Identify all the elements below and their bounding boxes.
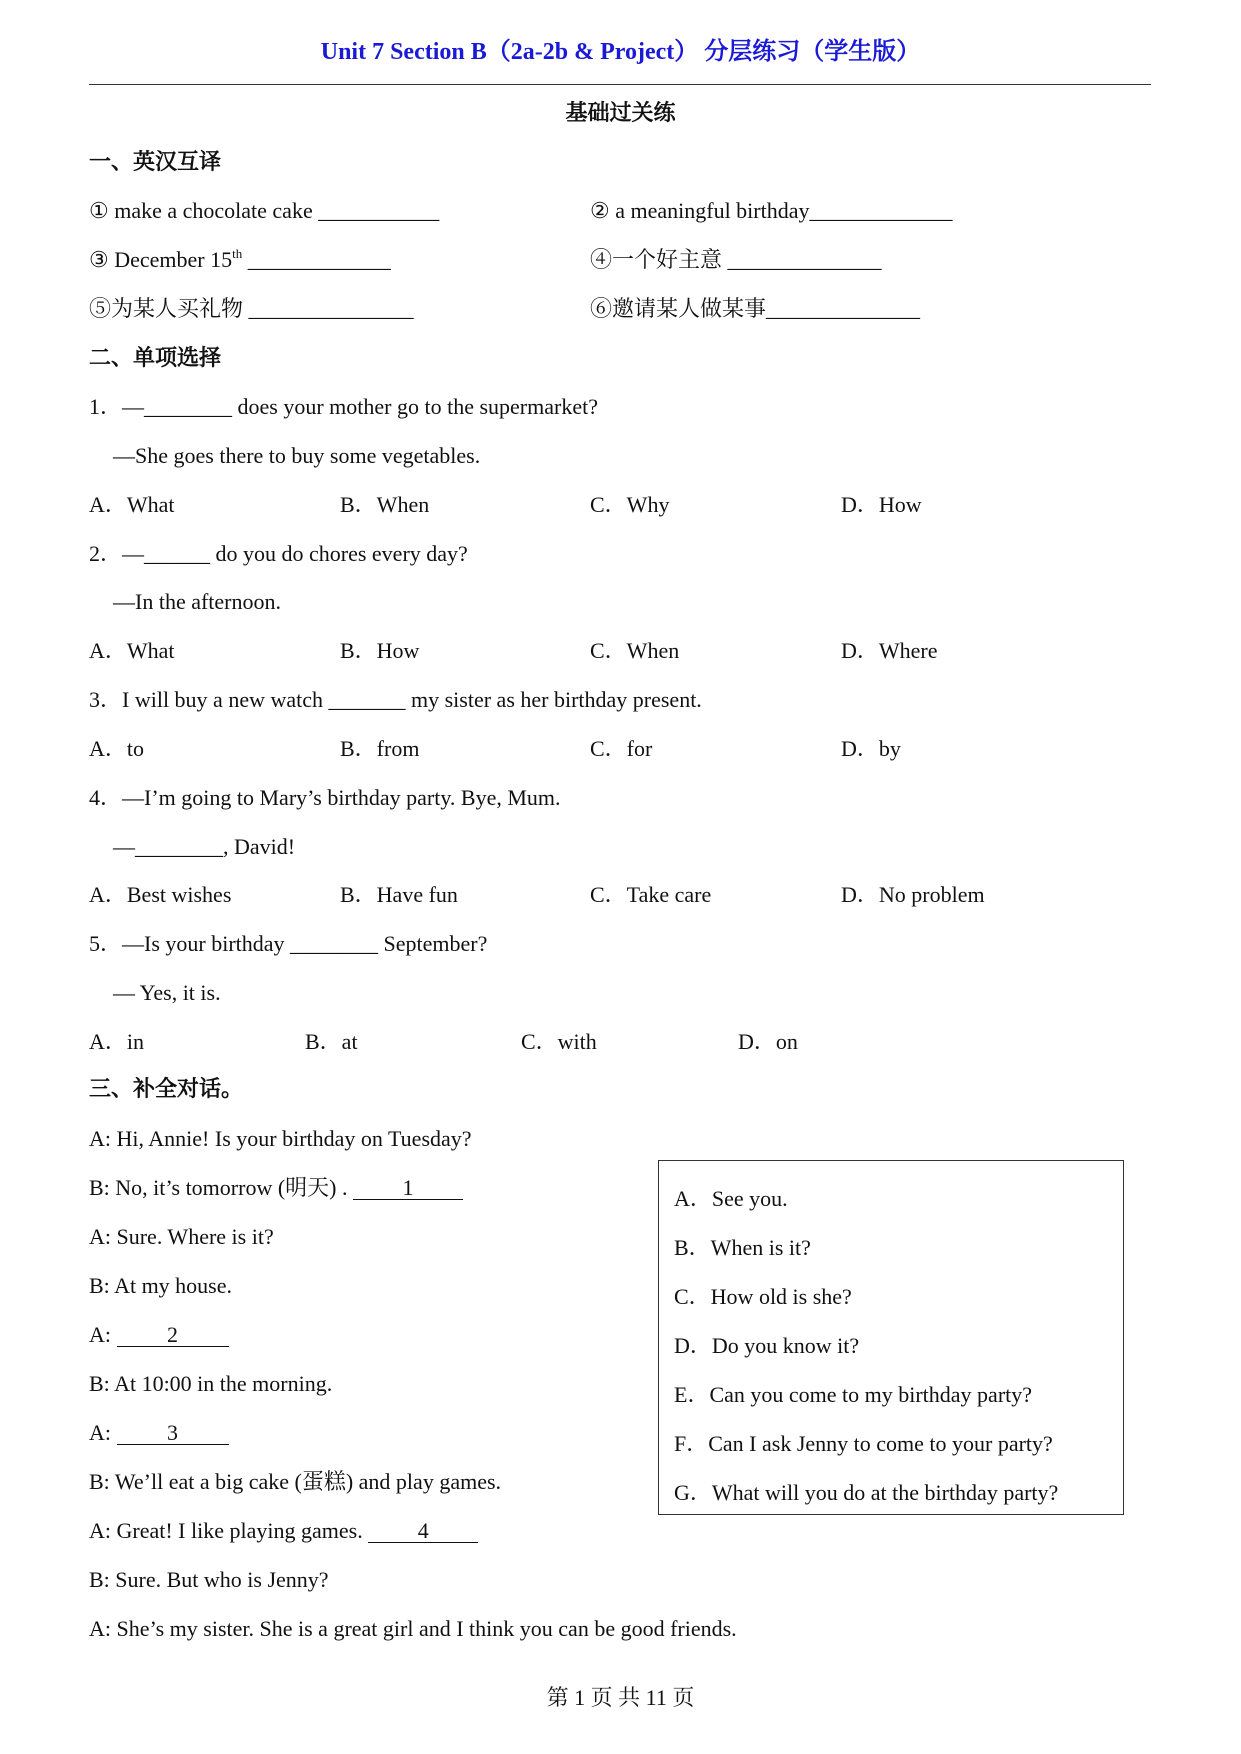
dialogue-line-5-text: A: [89, 1322, 117, 1347]
section1-heading: 一、英汉互译 [89, 149, 222, 174]
question-3-option-d[interactable]: D．by [841, 736, 901, 761]
dialogue-line-7-text: A: [89, 1420, 117, 1445]
question-2-option-c[interactable]: C．When [590, 638, 680, 663]
section2-heading: 二、单项选择 [89, 345, 222, 370]
translation-item-6: ⑥邀请某人做某事______________ [590, 296, 921, 321]
question-4-stem: 4．—I’m going to Mary’s birthday party. Bye, Mum. [89, 785, 561, 810]
dialogue-blank-3[interactable]: 3 [117, 1422, 229, 1445]
dialogue-line-6: B: At 10:00 in the morning. [89, 1371, 333, 1396]
question-1-option-d[interactable]: D．How [841, 492, 922, 517]
question-4-option-a[interactable]: A．Best wishes [89, 882, 232, 907]
question-1-reply: —She goes there to buy some vegetables. [113, 443, 481, 468]
dialogue-line-7 [89, 1422, 229, 1445]
question-3-stem: 3．I will buy a new watch _______ my sister as her birthday present. [89, 687, 702, 712]
dialogue-blank-1[interactable]: 1 [353, 1177, 463, 1200]
question-4-reply: —________, David! [113, 834, 296, 859]
section3-heading: 三、补全对话。 [89, 1076, 244, 1101]
dialogue-line-1: A: Hi, Annie! Is your birthday on Tuesday? [89, 1126, 472, 1151]
dialogue-option-a[interactable]: A．See you. [674, 1186, 788, 1211]
question-5-reply: — Yes, it is. [113, 980, 221, 1005]
dialogue-option-g[interactable]: G．What will you do at the birthday party? [674, 1480, 1059, 1505]
dialogue-line-8: B: We’ll eat a big cake (蛋糕) and play games. [89, 1469, 502, 1494]
question-1-option-a[interactable]: A．What [89, 492, 175, 517]
question-3-option-a[interactable]: A．to [89, 736, 145, 761]
dialogue-option-f[interactable]: F．Can I ask Jenny to come to your party? [674, 1431, 1053, 1456]
question-1-option-b[interactable]: B．When [340, 492, 430, 517]
question-2-option-a[interactable]: A．What [89, 638, 175, 663]
dialogue-blank-4[interactable]: 4 [368, 1520, 478, 1543]
header-divider [89, 84, 1151, 85]
document-header-title: Unit 7 Section B（2a-2b & Project） 分层练习（学生版） [320, 39, 921, 65]
question-4-option-d[interactable]: D．No problem [841, 882, 985, 907]
translation-item-3 [89, 246, 391, 272]
question-5-option-a[interactable]: A．in [89, 1029, 145, 1054]
page-number: 第 1 页 共 11 页 [546, 1685, 695, 1710]
dialogue-line-9 [89, 1520, 478, 1543]
translation-item-3-sup: th [232, 246, 243, 261]
dialogue-option-b[interactable]: B．When is it? [674, 1235, 811, 1260]
question-3-option-b[interactable]: B．from [340, 736, 420, 761]
question-1-stem: 1．—________ does your mother go to the supermarket? [89, 394, 598, 419]
translation-item-3-blank: _____________ [242, 247, 391, 272]
question-5-option-d[interactable]: D．on [738, 1029, 798, 1054]
translation-item-4: ④一个好主意 ______________ [590, 247, 882, 272]
translation-item-1: ① make a chocolate cake ___________ [89, 198, 440, 223]
question-2-option-b[interactable]: B．How [340, 638, 420, 663]
translation-item-3-text: ③ December 15 [89, 247, 233, 272]
question-1-option-c[interactable]: C．Why [590, 492, 670, 517]
translation-item-2: ② a meaningful birthday_____________ [590, 198, 953, 223]
question-4-option-c[interactable]: C．Take care [590, 882, 712, 907]
translation-item-5: ⑤为某人买礼物 _______________ [89, 296, 414, 321]
dialogue-line-10: B: Sure. But who is Jenny? [89, 1567, 329, 1592]
dialogue-line-5 [89, 1324, 229, 1347]
question-2-option-d[interactable]: D．Where [841, 638, 938, 663]
question-4-option-b[interactable]: B．Have fun [340, 882, 458, 907]
question-3-option-c[interactable]: C．for [590, 736, 653, 761]
question-5-option-b[interactable]: B．at [305, 1029, 358, 1054]
dialogue-line-4: B: At my house. [89, 1273, 233, 1298]
question-5-stem: 5．—Is your birthday ________ September? [89, 931, 488, 956]
dialogue-line-2 [89, 1177, 463, 1200]
dialogue-line-3: A: Sure. Where is it? [89, 1224, 274, 1249]
dialogue-line-2-text: B: No, it’s tomorrow (明天) . [89, 1175, 353, 1200]
dialogue-blank-2[interactable]: 2 [117, 1324, 229, 1347]
question-2-stem: 2．—______ do you do chores every day? [89, 541, 468, 566]
dialogue-line-11: A: She’s my sister. She is a great girl and I think you can be good friends. [89, 1616, 737, 1641]
question-5-option-c[interactable]: C．with [521, 1029, 597, 1054]
question-2-reply: —In the afternoon. [113, 589, 281, 614]
dialogue-option-d[interactable]: D．Do you know it? [674, 1333, 860, 1358]
dialogue-option-c[interactable]: C．How old is she? [674, 1284, 852, 1309]
dialogue-line-9-text: A: Great! I like playing games. [89, 1518, 369, 1543]
dialogue-option-e[interactable]: E．Can you come to my birthday party? [674, 1382, 1033, 1407]
page-subtitle: 基础过关练 [565, 100, 676, 125]
